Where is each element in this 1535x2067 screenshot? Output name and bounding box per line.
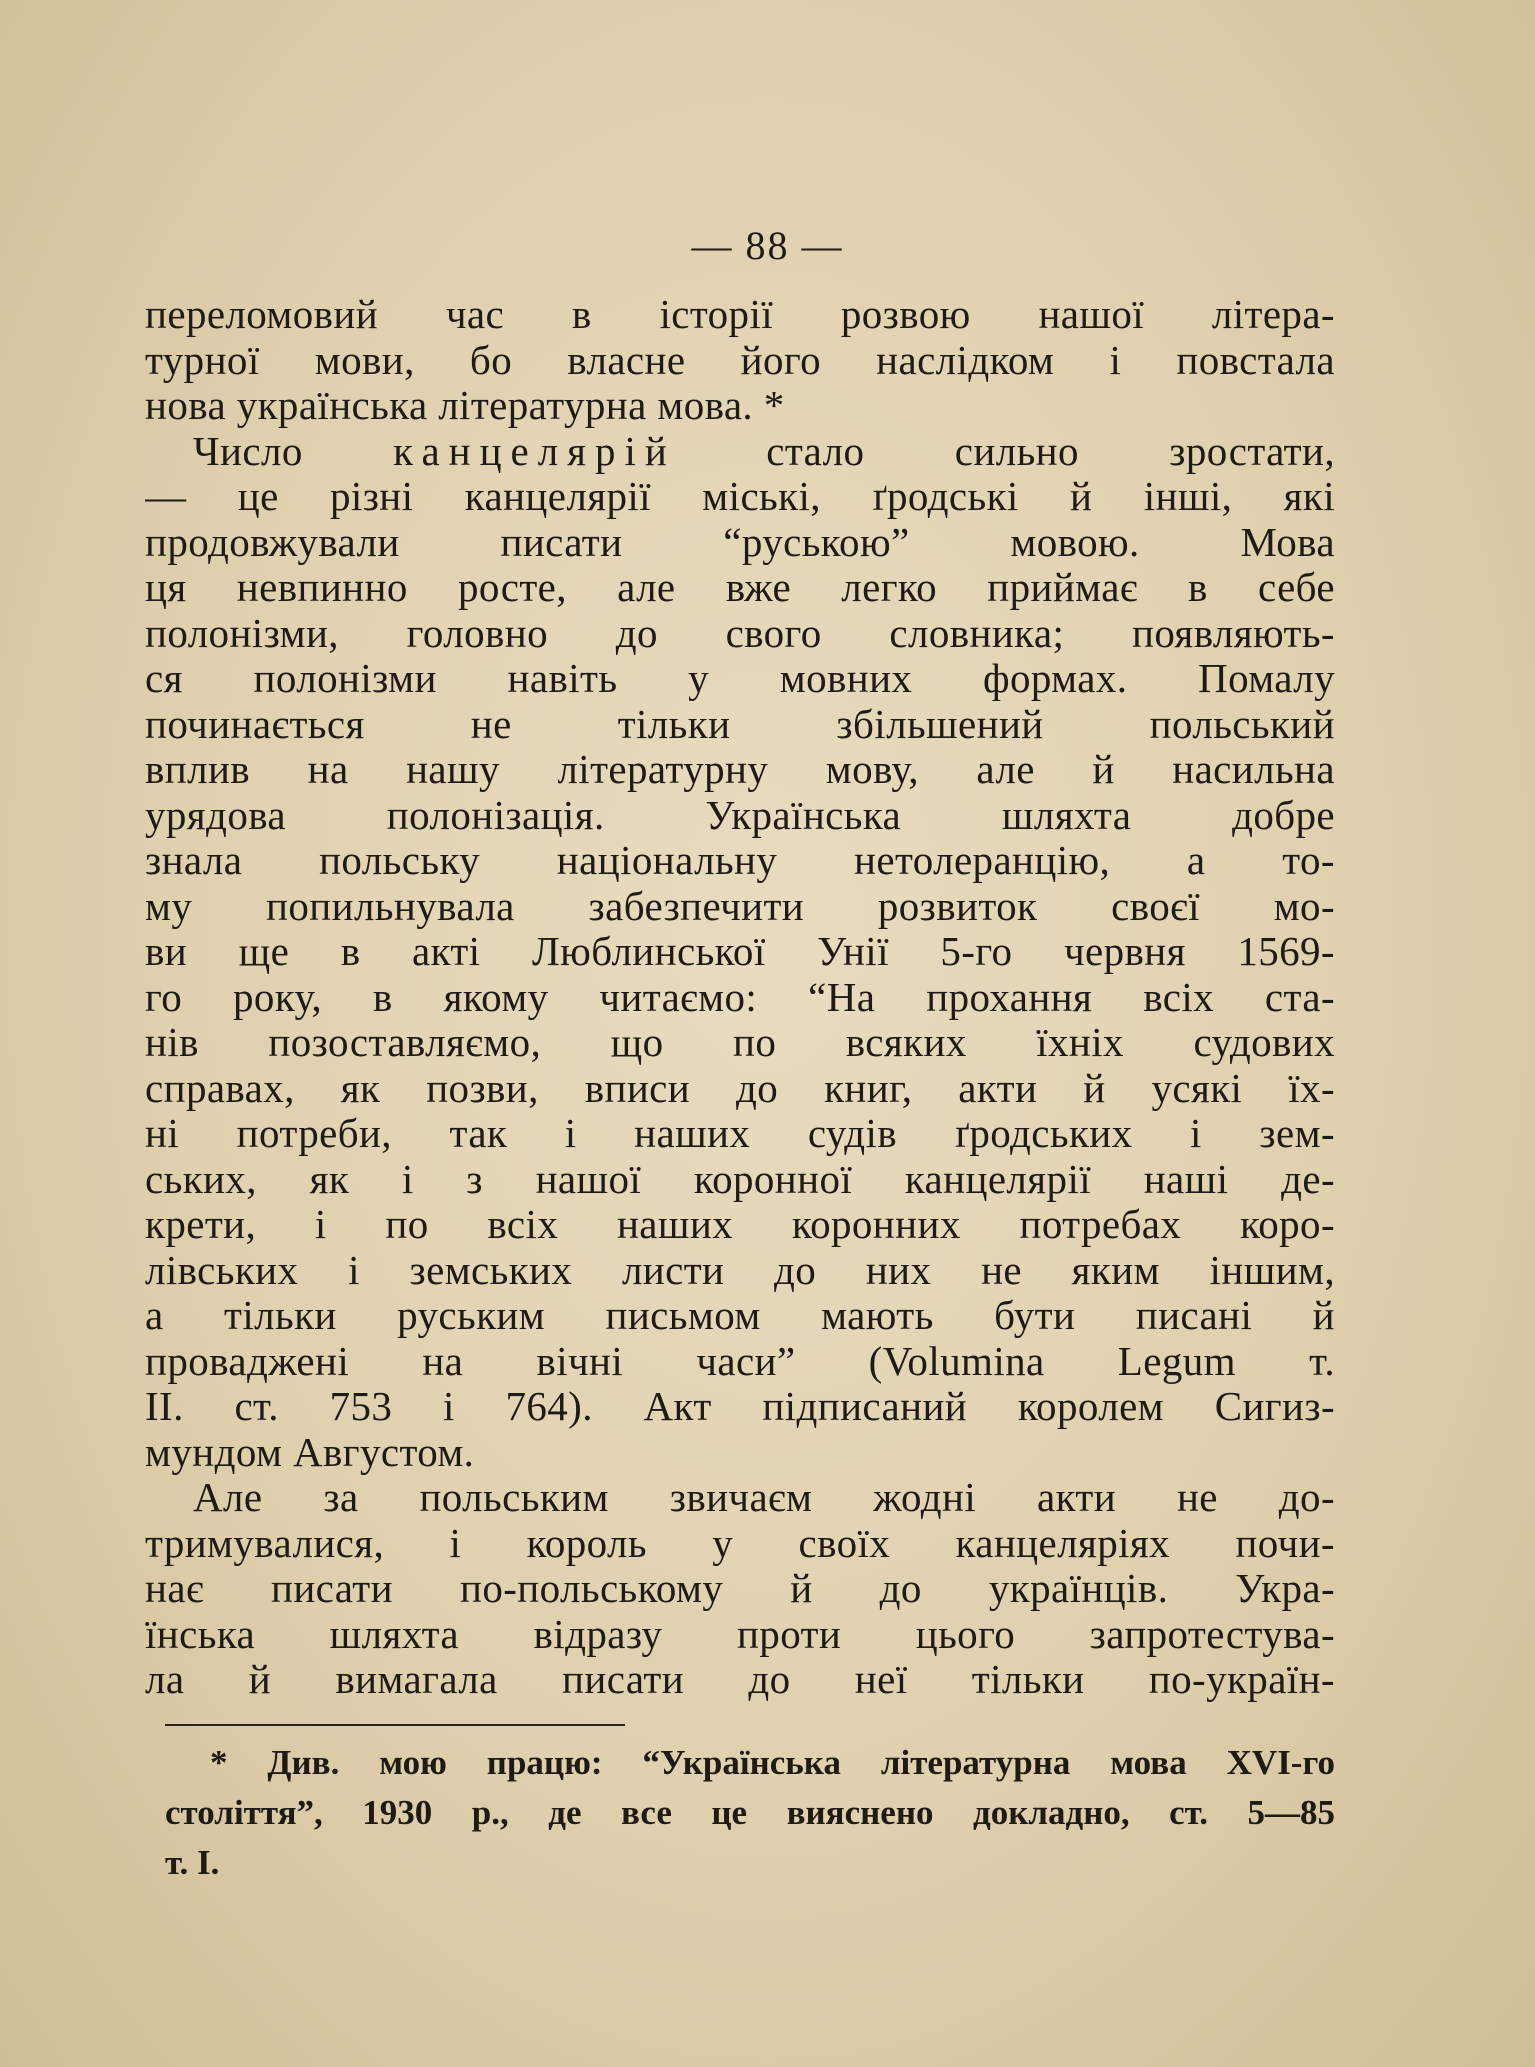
body-line: крети, і по всіх наших коронних потребах коро- — [145, 1202, 1335, 1247]
body-line: а тільки руським письмом мають бути писані й — [145, 1293, 1335, 1338]
body-line: справах, як позви, вписи до книг, акти й усякі їх- — [145, 1065, 1335, 1111]
body-line: нів позоставляємо, що по всяких їхніх судових — [145, 1020, 1335, 1065]
body-line: переломовий час в історії розвою нашої літера- — [145, 292, 1335, 337]
body-line: починається не тільки збільшений польський — [145, 701, 1335, 747]
body-line: мундом Августом. — [145, 1429, 475, 1475]
body-line: ви ще в акті Люблинської Унії 5-го червня 1569- — [145, 929, 1335, 974]
body-line: — це різні канцелярії міські, ґродські й інші, які — [145, 474, 1335, 519]
body-line: турної мови, бо власне його наслідком і повстала — [145, 337, 1335, 383]
body-text — [145, 292, 1335, 1703]
body-line: проваджені на вічні часи” (Volumina Legum т. — [145, 1338, 1335, 1384]
body-line: знала польську національну нетолеранцію, а то- — [145, 838, 1335, 883]
footnote-line: століття”, 1930 р., де все це вияснено докладно, ст. 5—85 — [165, 1793, 1335, 1832]
body-line-spaced: Число канцелярій стало сильно зростати, — [193, 428, 1335, 474]
footnote-line: т. I. — [165, 1843, 220, 1882]
body-line: II. ст. 753 і 764). Акт підписаний королем Сигиз- — [145, 1384, 1335, 1429]
body-line: Але за польським звичаєм жодні акти не до- — [193, 1475, 1335, 1520]
body-line: урядова полонізація. Українська шляхта добре — [145, 792, 1335, 838]
body-line: їнська шляхта відразу проти цього запротестува- — [145, 1611, 1335, 1657]
spaced-word: канцелярій — [393, 428, 676, 474]
body-line: лівських і земських листи до них не яким іншим, — [145, 1247, 1335, 1293]
body-line: ця невпинно росте, але вже легко приймає в себе — [145, 565, 1335, 610]
footnote-line: * Див. мою працю: “Українська літературна мова XVI-го — [210, 1743, 1335, 1782]
body-line: ся полонізми навіть у мовних формах. Помалу — [145, 656, 1335, 701]
body-line: ла й вимагала писати до неї тільки по-україн- — [145, 1657, 1335, 1702]
body-line: му попильнувала забезпечити розвиток своєї мо- — [145, 883, 1335, 929]
body-line: нає писати по-польському й до українців. Укра- — [145, 1566, 1335, 1611]
body-line: тримувалися, і король у своїх канцеляріях почи- — [145, 1520, 1335, 1566]
body-line: ні потреби, так і наших судів ґродських і зем- — [145, 1111, 1335, 1156]
body-line: продовжували писати “руською” мовою. Мова — [145, 519, 1335, 565]
body-line: полонізми, головно до свого словника; появляють- — [145, 610, 1335, 656]
body-line: нова українська літературна мова. * — [145, 383, 785, 428]
page-number: — 88 — — [691, 223, 844, 268]
body-line: вплив на нашу літературну мову, але й насильна — [145, 747, 1335, 792]
footnote-divider — [165, 1724, 625, 1726]
body-line: го року, в якому читаємо: “На прохання всіх ста- — [145, 974, 1335, 1020]
body-line: ських, як і з нашої коронної канцелярії наші де- — [145, 1156, 1335, 1202]
footnote — [165, 1738, 1335, 1888]
